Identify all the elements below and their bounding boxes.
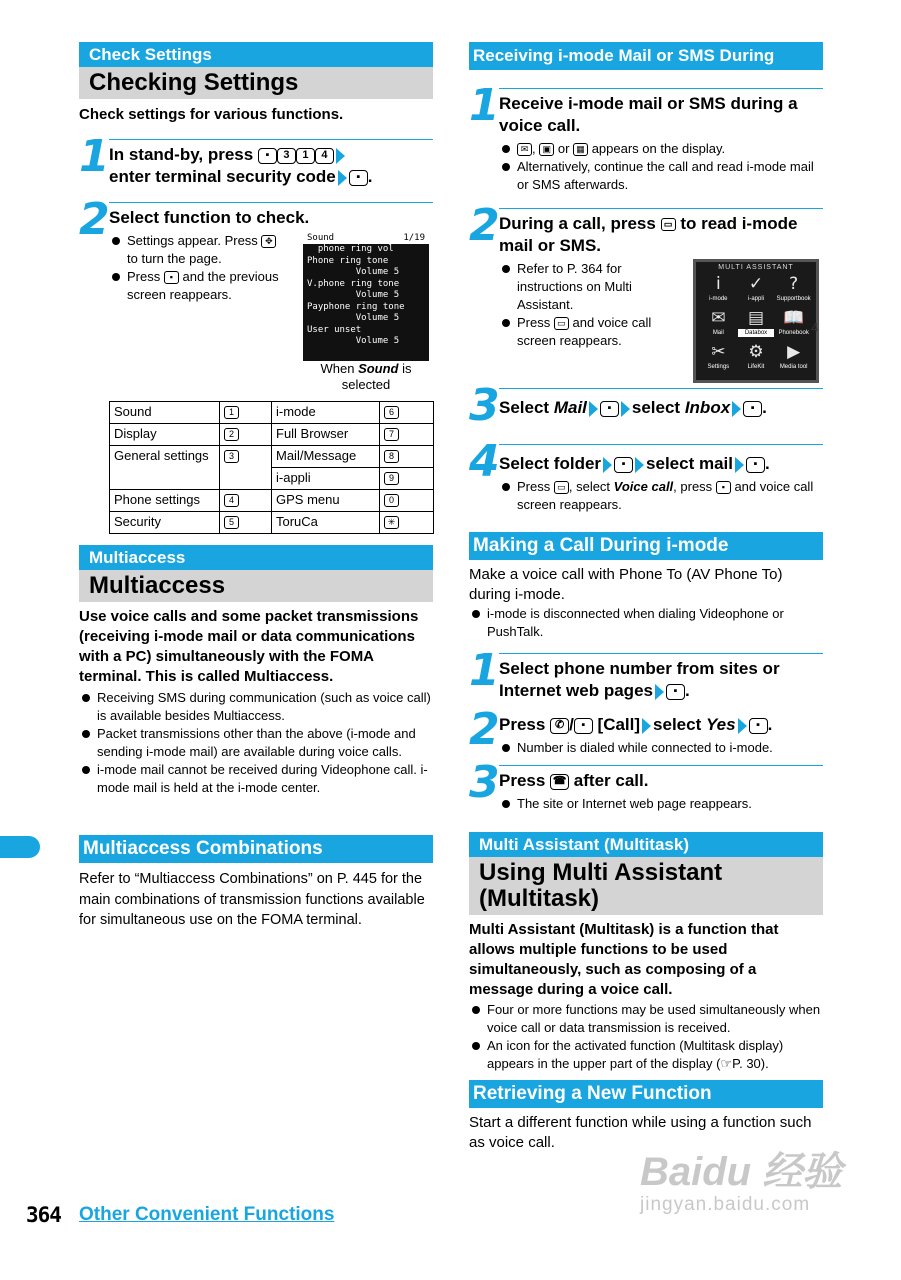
step-number: 1 [469, 645, 500, 696]
table-cell: ToruCa [272, 512, 380, 534]
grid-label: Databox [738, 329, 775, 337]
grid-item [775, 273, 812, 306]
bullet: Receiving SMS during communication (such as voice call) is available besides Multiaccess. [79, 689, 433, 725]
retrieving-text: Start a different function while using a function such as voice call. [469, 1114, 812, 1151]
making-step-2 [469, 704, 823, 757]
step-text-part: to read i-mode mail or SMS. [499, 214, 798, 255]
grid-label: Mail [712, 330, 724, 336]
chapter-tab [0, 836, 40, 858]
watermark-url: jingyan.baidu.com [640, 1194, 811, 1215]
table-cell: General settings [110, 446, 220, 490]
step-bullets [499, 739, 823, 757]
sound-screen [303, 233, 429, 361]
center-key-icon: ▪ [716, 481, 731, 494]
mail-icon: ✉ [711, 308, 726, 328]
step-body [499, 712, 823, 757]
center-key-icon: ▪ [746, 457, 765, 473]
bullet-text: Settings appear. Press [127, 233, 258, 248]
center-key-icon: ▪ [349, 170, 368, 186]
step-text: Select Mail ▪ select Inbox ▪ . [499, 388, 823, 419]
step-text: In stand-by, press ▪ 3 1 4 enter terminal security code ▪ . [109, 139, 433, 188]
combinations-banner: Multiaccess Combinations [79, 835, 433, 863]
grid-label: LifeKit [747, 364, 765, 370]
receive-step-3 [469, 380, 823, 431]
step-number: 4 [469, 436, 500, 487]
bullet [499, 314, 669, 350]
screen-line: Volume 5 [307, 336, 400, 346]
imode-icon: i [715, 274, 721, 294]
screen-line: User unset [307, 324, 362, 335]
bullet: Alternatively, continue the call and read i-mode mail or SMS afterwards. [499, 158, 823, 194]
arrow-icon [738, 718, 747, 734]
check-intro: Check settings for various functions. [79, 106, 344, 123]
receive-step-4 [469, 436, 823, 514]
step-number: 3 [469, 380, 500, 431]
bullet-emph: Voice call [613, 479, 674, 494]
table-cell [220, 424, 272, 446]
step-text-part: enter terminal security code [109, 167, 336, 186]
table-cell [380, 490, 434, 512]
arrow-icon [732, 401, 741, 417]
multi-assistant-bullets [469, 1001, 823, 1073]
center-key-icon: ▪ [574, 718, 593, 734]
bullet-text: or [557, 141, 570, 156]
arrow-icon [338, 170, 347, 186]
table-cell: Display [110, 424, 220, 446]
grid-item [700, 273, 737, 306]
table-cell [220, 490, 272, 512]
key-icon: ✳ [384, 516, 399, 529]
caption-text: When [320, 361, 355, 376]
step-text-emph: Yes [705, 715, 736, 734]
key-icon: 9 [384, 472, 399, 485]
screen-line: V.phone ring tone [307, 278, 400, 289]
key-icon: 7 [384, 428, 399, 441]
table-cell: Mail/Message [272, 446, 380, 468]
receive-step-1 [469, 80, 823, 194]
step-text [499, 213, 823, 257]
step-text-part: / [569, 715, 574, 734]
table-cell [220, 402, 272, 424]
multiaccess-intro: Use voice calls and some packet transmissions (receiving i-mode mail or data communications with a PC) simultaneously with the FOMA terminal. This is called Multiaccess. [79, 608, 419, 685]
grid-item [738, 341, 775, 374]
table-row [110, 446, 434, 468]
screen-line: phone ring vol [307, 244, 394, 254]
arrow-icon [336, 148, 345, 164]
bullet-text: Press [517, 315, 551, 330]
grid-label: Phonebook [778, 330, 809, 336]
key-icon: 1 [224, 406, 239, 419]
mail-icon: ✉ [517, 143, 532, 156]
step-body [499, 765, 823, 813]
bullet-text: , press [673, 479, 713, 494]
nav-key-icon: ✥ [261, 235, 276, 248]
table-cell: Phone settings [110, 490, 220, 512]
bullet-text: Press [127, 269, 161, 284]
chapter-link[interactable]: Other Convenient Functions [79, 1204, 335, 1225]
function-table [109, 401, 434, 534]
bullet-text: appears on the display. [591, 141, 726, 156]
grid-label: Supportbook [776, 296, 811, 302]
screen-line: Phone ring tone [307, 255, 389, 266]
arrow-icon [735, 457, 744, 473]
center-key-icon: ▪ [666, 684, 685, 700]
step-text: Select folder ▪ select mail ▪ . [499, 454, 770, 473]
step-text-part: Select [499, 398, 550, 417]
grid-label: i-appli [747, 296, 764, 302]
step-text-part: In stand-by, press [109, 145, 254, 164]
table-cell: i-mode [272, 402, 380, 424]
arrow-icon [621, 401, 630, 417]
bullet-text: P. 30). [732, 1056, 769, 1071]
grid-label: Settings [707, 364, 730, 370]
bullet: i-mode is disconnected when dialing Videophone or PushTalk. [469, 605, 823, 641]
grid-item [738, 273, 775, 306]
multi-assistant-intro: Multi Assistant (Multitask) is a function that allows multiple functions to be used simultaneously, such as composing of a message during a voice call. [469, 921, 779, 998]
center-key-icon: ▪ [614, 457, 633, 473]
table-row [110, 402, 434, 424]
screen-caption [303, 361, 429, 393]
bullet [499, 140, 823, 158]
bullet: Refer to P. 364 for instructions on Multi Assistant. [499, 260, 669, 314]
check-settings-banner: Check Settings [79, 42, 433, 67]
step-number: 1 [79, 131, 110, 182]
multi-key-icon: ▭ [554, 481, 569, 494]
table-cell [220, 512, 272, 534]
step-body [499, 88, 823, 194]
bullet-text: Press [517, 479, 551, 494]
key-icon: 4 [224, 494, 239, 507]
step-bullets [499, 478, 823, 514]
receiving-banner: Receiving i-mode Mail or SMS During Calls [469, 42, 823, 70]
iappli-icon: ✓ [748, 274, 764, 294]
step-bullets [499, 260, 669, 350]
end-call-key-icon: ☎ [550, 774, 569, 790]
center-key-icon: ▪ [743, 401, 762, 417]
step-text: Select function to check. [109, 208, 310, 227]
bullet [469, 1037, 823, 1073]
check-step-1 [79, 131, 433, 188]
center-key-icon: ▪ [258, 148, 277, 164]
function-grid [696, 273, 819, 374]
multi-key-icon: ▭ [661, 218, 676, 231]
center-key-icon: ▪ [164, 271, 179, 284]
arrow-icon [603, 457, 612, 473]
screen-header-title: Sound [307, 233, 335, 243]
combinations-text: Refer to “Multiaccess Combinations” on P. 445 for the main combinations of transmission functions available for simultaneous use on the FOMA terminal. [79, 871, 425, 928]
screen-line: Volume 5 [307, 267, 400, 277]
multi-assistant-section [469, 832, 823, 1073]
step-bullets [499, 795, 823, 813]
screen-line: Volume 5 [307, 313, 400, 323]
table-cell: Security [110, 512, 220, 534]
retrieving-section [469, 1080, 823, 1153]
table-row [110, 512, 434, 534]
center-key-icon: ▪ [749, 718, 768, 734]
table-cell [380, 512, 434, 534]
bullet [499, 478, 823, 514]
grid-item [775, 307, 812, 340]
retrieving-banner: Retrieving a New Function [469, 1080, 823, 1108]
step-text-part: select [631, 398, 681, 417]
grid-label: Media tool [779, 364, 808, 370]
caption-text: is selected [341, 361, 412, 392]
step-number: 3 [469, 757, 500, 808]
table-cell: Sound [110, 402, 220, 424]
step-text-part: after call. [573, 771, 649, 790]
table-cell: GPS menu [272, 490, 380, 512]
key-icon: 0 [384, 494, 399, 507]
table-cell [380, 446, 434, 468]
bullet: Number is dialed while connected to i-mode. [499, 739, 823, 757]
help-icon: ? [789, 274, 799, 294]
side-mark: 4 [811, 320, 819, 335]
bullet-text: and voice call screen reappears. [517, 479, 814, 512]
center-key-icon: ▪ [600, 401, 619, 417]
key-icon: 8 [384, 450, 399, 463]
phonebook-icon: 📖 [783, 308, 805, 328]
step-text-emph: Mail [553, 398, 587, 417]
reference-hand-icon: ☞ [720, 1056, 733, 1071]
multi-assistant-banner: Multi Assistant (Multitask) [469, 832, 823, 857]
table-row [110, 490, 434, 512]
step-text-part: [Call] [597, 715, 641, 734]
bullet: Four or more functions may be used simultaneously when voice call or data transmission is received. [469, 1001, 823, 1037]
step-text-part: Select folder [499, 454, 602, 473]
step-text [499, 770, 823, 792]
databox-icon: ▤ [747, 308, 765, 328]
grid-item [700, 307, 737, 340]
bullet-text: to turn the page. [127, 251, 222, 266]
step-bullets [499, 140, 823, 194]
grid-item [738, 307, 775, 340]
bullet [109, 232, 289, 268]
sms-icon: ▦ [573, 143, 588, 156]
media-icon: ▶ [787, 342, 801, 362]
grid-item [700, 341, 737, 374]
key-icon: 3 [224, 450, 239, 463]
table-cell: Full Browser [272, 424, 380, 446]
step-text-emph: Inbox [684, 398, 731, 417]
bullet-text: and the previous screen reappears. [127, 269, 279, 302]
multi-assistant-screen [693, 259, 819, 383]
bullet-text: and voice call screen reappears. [517, 315, 652, 348]
arrow-icon [635, 457, 644, 473]
multiaccess-bullets [79, 689, 433, 797]
making-call-section [469, 532, 823, 813]
bullet: The site or Internet web page reappears. [499, 795, 823, 813]
arrow-icon [589, 401, 598, 417]
key-4: 4 [315, 148, 334, 164]
table-cell [380, 424, 434, 446]
arrow-icon [655, 684, 664, 700]
key-icon: 6 [384, 406, 399, 419]
multiaccess-title: Multiaccess [79, 570, 433, 602]
bullet: i-mode mail cannot be received during Videophone call. i-mode mail is held at the i-mode center. [79, 761, 433, 797]
step-text: Receive i-mode mail or SMS during a voice call. [499, 94, 798, 135]
multi-key-icon: ▭ [554, 317, 569, 330]
step-text-part: Select phone number from sites or Internet web pages [499, 659, 780, 700]
key-icon: 2 [224, 428, 239, 441]
bullet-text: , select [568, 479, 611, 494]
making-call-banner: Making a Call During i-mode [469, 532, 823, 560]
multiaccess-section [79, 545, 433, 797]
grid-item [775, 341, 812, 374]
message-icon: ▣ [539, 143, 554, 156]
step-text-part: select [653, 715, 702, 734]
table-cell [220, 446, 272, 490]
step-text: Select phone number from sites or Internet web pages ▪ . [499, 653, 823, 702]
watermark [640, 1150, 842, 1216]
call-key-icon: ✆ [550, 718, 569, 734]
step-body [499, 444, 823, 514]
table-cell: i-appli [272, 468, 380, 490]
watermark-logo: Baidu 经验 [640, 1150, 843, 1194]
step-text-part: select mail [646, 454, 733, 473]
bullet: Packet transmissions other than the above (i-mode and sending i-mode mail) are available during voice calls. [79, 725, 433, 761]
arrow-icon [642, 718, 651, 734]
screen-title: MULTI ASSISTANT [718, 264, 794, 271]
step-text: Press ✆ / ▪ [Call] select Yes ▪ . [499, 715, 773, 734]
bullet-text: An icon for the activated function (Multitask display) appears in the upper part of the display ( [487, 1038, 784, 1071]
bullet [109, 268, 289, 304]
step-number: 1 [469, 80, 500, 131]
settings-icon: ✂ [711, 342, 726, 362]
step-text-part: During a call, press [499, 214, 656, 233]
table-cell [380, 468, 434, 490]
screen-line: Volume 5 [307, 290, 400, 300]
step-number: 2 [469, 200, 500, 251]
key-1: 1 [296, 148, 315, 164]
bullet-text: , [532, 141, 536, 156]
screen-line: Payphone ring tone [307, 301, 405, 312]
caption-emph: Sound [358, 361, 399, 376]
lifekit-icon: ⚙ [748, 342, 764, 362]
combinations-section [79, 835, 433, 931]
making-step-3 [469, 757, 823, 813]
screen-page-indicator: 1/19 [403, 233, 425, 243]
multiaccess-banner: Multiaccess [79, 545, 433, 570]
grid-label: i-mode [709, 296, 728, 302]
step-number: 2 [469, 704, 500, 755]
key-icon: 5 [224, 516, 239, 529]
multi-assistant-title: Using Multi Assistant (Multitask) [469, 857, 823, 915]
page-number: 364 [26, 1203, 61, 1227]
making-step-1 [469, 645, 823, 702]
step-text-part: Press [499, 715, 546, 734]
making-call-text: Make a voice call with Phone To (AV Phone To) during i-mode. [469, 566, 783, 603]
step-text-part: Press [499, 771, 546, 790]
table-row [110, 424, 434, 446]
step-number: 2 [79, 194, 110, 245]
screen-header [303, 233, 429, 244]
key-3: 3 [277, 148, 296, 164]
checking-settings-title: Checking Settings [79, 67, 433, 99]
table-cell [380, 402, 434, 424]
step-bullets [109, 232, 289, 304]
making-call-bullets [469, 605, 823, 641]
